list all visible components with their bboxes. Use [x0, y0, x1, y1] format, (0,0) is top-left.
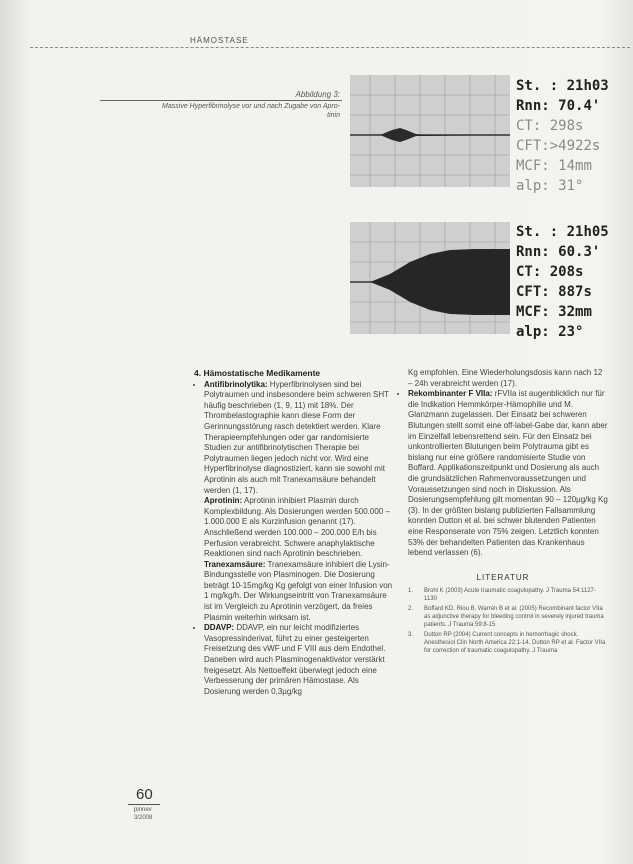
text-rfviia: rFVIIa ist augenblicklich nur für die Indikation Hemmkörper-Hämophilie und M. Glanzmann zugelassen. Der Einsatz bei schweren Blutungen stellt somit eine off-label-Gabe dar, kann aber im Einzelfall lebensrettend sein. Für den Einsatz bei unkontrollierten Blutungen beim Polytrauma gibt es bislang nur eine größere randomisierte Studie von Boffard. Applikationszeitpunkt und Dosierung als auch die grundsätzlichen Rahmenvoraussetzungen und Voraussetzungen sind noch in Diskussion. Als Dosierungsempfehlung gilt momentan 90 – 120µg/kg Kg (3). In der größten bislang publizierten Fallsammlung konnten Dutton et al. bei schwer blutenden Patienten eine Responserate von 75% zeigen. Letztlich konnten 53% der behandelten Patienten das Krankenhaus lebend verlassen (6).	[408, 389, 608, 558]
text-column-left	[194, 368, 394, 697]
thrombelastogram-after-aprotinin	[350, 222, 510, 334]
medication-list-ddavp	[194, 623, 394, 697]
term-tranexamsaeure: Tranexamsäure:	[204, 559, 266, 569]
reference-item: 2. Boffard KD, Riou B, Warren B et al. (2005) Recombinant factor VIIa as adjunctive therapy for bleeding control in severely injured trauma patients. J Trauma 59:8-15	[408, 606, 604, 629]
readout-row-ct: CT: 298s	[516, 118, 584, 134]
section-heading: 4. Hämostatische Medikamente	[194, 368, 321, 378]
page-number-rule	[128, 804, 160, 805]
list-item-rfviia	[408, 389, 608, 559]
readout-row-runtime: Rnn: 70.4'	[516, 98, 601, 114]
figure-label: Abbildung 3:	[295, 90, 340, 99]
reference-item: 3. Dutton RP (2004) Current concepts in hemorrhagic shock. Anesthesiol Clin North America 22:1-14. Dutton RP et al. Factor VIIa for correction of traumatic coagulopathy. J Trauma	[408, 632, 606, 655]
readout-panel-before	[516, 76, 626, 196]
journal-issue-date: 3/2008	[134, 815, 153, 821]
header-rule	[30, 47, 630, 48]
text-antifibrinolytika: Hyperfibrinolysen sind bei Polytraumen und insbesondere beim schweren SHT häufig beschrieben (1, 9, 11) mit 18%. Der Thrombelastographie kann diese Form der Gerinnungsstörung rasch detektiert werden. Klare Therapieempfehlungen oder gar randomisierte Studien zur antifibrinolytischen Therapie bei Polytraumen liegen jedoch nicht vor. Wird eine Hyperfibrinolyse diagnostiziert, kann sie sowohl mit Aprotinin als auch mit Tranexamsäure behandelt werden (1, 17).	[204, 379, 389, 495]
thrombelastogram-trace-2	[350, 222, 510, 334]
readout-row-cft: CFT: 887s	[516, 284, 592, 300]
literature-heading: LITERATUR	[476, 572, 530, 582]
readout-panel-after	[516, 222, 626, 342]
medication-list	[194, 380, 394, 497]
text-tranexamsaeure: Tranexamsäure inhibiert die Lysin-Bindungsstelle von Plasminogen. Die Dosierung beträgt 10-15mg/kg Kg gefolgt von einer Infusion von 1 mg/kg/h. Der Wirkungseintritt von Tranexamsäure ist im Vergleich zu Aprotinin verzögert, da freies Plasmin weiterhin wirksam ist.	[204, 559, 393, 622]
reference-item: 1. Brohi K (2003) Acute traumatic coagulopathy. J Trauma 54:1127-1130	[408, 588, 596, 603]
readout-row-mcf: MCF: 32mm	[516, 304, 592, 320]
thrombelastogram-trace-1	[350, 75, 510, 187]
thrombelastogram-before-aprotinin	[350, 75, 510, 187]
term-antifibrinolytika: Antifibrinolytika:	[204, 379, 268, 389]
term-rfviia: Rekombinanter F VIIa:	[408, 389, 493, 399]
readout-row-runtime: Rnn: 60.3'	[516, 244, 601, 260]
page-number: 60	[136, 786, 153, 803]
readout-row-ct: CT: 208s	[516, 264, 584, 280]
term-aprotinin: Aprotinin:	[204, 496, 243, 506]
readout-row-mcf: MCF: 14mm	[516, 158, 592, 174]
figure-caption-line-1: Massive Hyperfibrinolyse vor und nach Zugabe von Apro-	[162, 103, 340, 110]
readout-row-alpha: alp: 31°	[516, 178, 584, 194]
list-item-antifibrinolytika	[204, 380, 394, 497]
text-aprotinin: Aprotinin inhibiert Plasmin durch Komplexbildung. Als Dosierungen werden 500.000 – 1.000.000 E als Kurzinfusion genannt (17). Anschließend werden 100.000 – 200.000 E/h bis Perfusion verabreicht. Schwere anaphylaktische Reaktionen sind nach Aprotinin beschrieben.	[204, 496, 390, 559]
paragraph-aprotinin	[194, 496, 394, 560]
readout-row-cft: CFT:>4922s	[516, 138, 601, 154]
figure-caption	[100, 102, 340, 120]
figure-caption-rule	[100, 100, 342, 101]
figure-caption-line-2: tinin	[327, 112, 340, 119]
journal-name: pinnev	[134, 807, 152, 813]
reference-list	[398, 587, 608, 655]
medication-list-rfvii	[398, 389, 608, 559]
readout-row-start-time: St. : 21h03	[516, 78, 609, 94]
paragraph-ddavp-continued: Kg empfohlen. Eine Wiederholungsdosis kann nach 12 – 24h verabreicht werden (17).	[408, 368, 603, 388]
term-ddavp: DDAVP:	[204, 623, 235, 633]
readout-row-start-time: St. : 21h05	[516, 224, 609, 240]
text-ddavp: DDAVP, ein nur leicht modifiziertes Vasopressinderivat, führt zu einer gesteigerten Freisetzung des vWF und F VIII aus dem Endothel. Daneben wird auch Plasminogenaktivator verstärkt freigesetzt. Als Nettoeffekt überwiegt jedoch eine Verbesserung der primären Hämostase. Als Dosierung werden 0,3µg/kg	[204, 623, 386, 696]
text-column-right	[398, 368, 608, 657]
list-item-ddavp	[204, 623, 394, 697]
journal-issue	[134, 806, 152, 822]
running-head: HÄMOSTASE	[190, 36, 249, 45]
paragraph-tranexamsaeure	[194, 560, 394, 624]
readout-row-alpha: alp: 23°	[516, 324, 584, 340]
